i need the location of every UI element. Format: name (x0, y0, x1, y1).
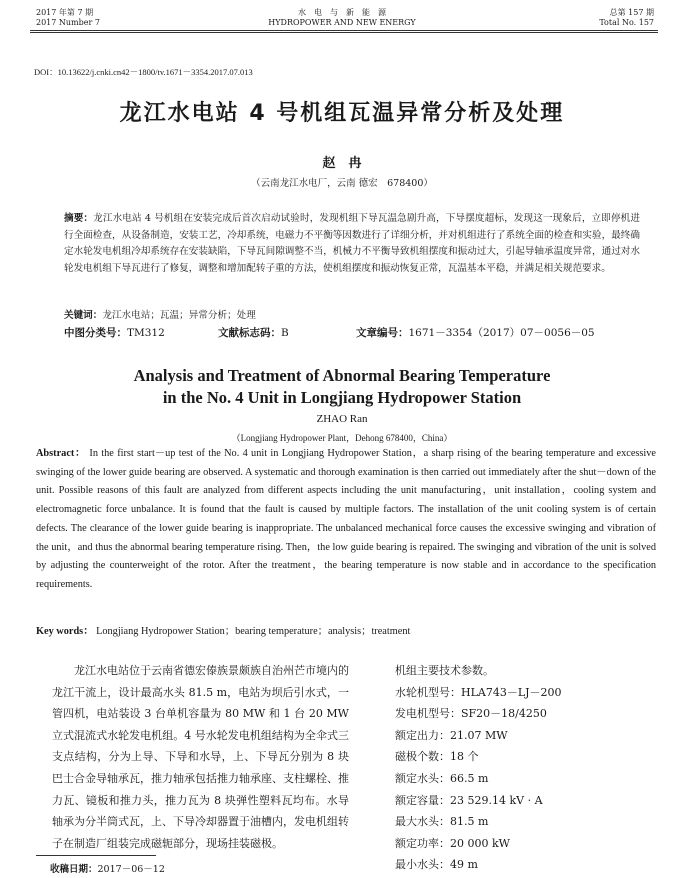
header-rule-top (30, 30, 658, 31)
clc-label: 中图分类号： (64, 327, 127, 339)
abstract-en-label: Abstract： (36, 448, 87, 459)
spec-item: 额定出力：21.07 MW (395, 728, 508, 742)
journal-name-cn: 水 电 与 新 能 源 (298, 8, 386, 17)
doc-code (218, 326, 289, 340)
header-rule-bottom (30, 32, 658, 33)
spec-item: 额定容量：23 529.14 kV · A (395, 793, 543, 807)
keywords-cn-text: 龙江水电站；瓦温；异常分析；处理 (102, 310, 256, 321)
abstract-cn-label: 摘要： (64, 213, 94, 224)
footnote-rule (36, 855, 156, 856)
tech-params-intro: 机组主要技术参数。 (395, 664, 494, 677)
received-date-value: 2017－06－12 (97, 864, 165, 875)
affiliation-cn: （云南龙江水电厂，云南 德宏 678400） (251, 178, 433, 189)
keywords-en (36, 623, 656, 642)
article-value: 1671－3354（2017）07－0056－05 (408, 327, 595, 339)
clc-code (64, 326, 165, 340)
keywords-en-text: Longjiang Hydropower Station；bearing temperature；analysis；treatment (96, 626, 411, 637)
author-en: ZHAO Ran (316, 413, 368, 425)
spec-item: 最大水头：81.5 m (395, 815, 489, 829)
article-number (356, 326, 595, 340)
abstract-en-text: In the first start－up test of the No. 4 unit in Longjiang Hydropower Station，a sharp rising of the bearing temperature and excessive swinging of the lower guide bearing are observed. A systematic and thorough examination is then carried out immediately after the shut－down of the unit. Possible reasons of this fault are analyzed from different aspects including the unit manufacturing，unit installation，cooling system and electromagnetic force unbalance. It is found that the fault is caused by multiple factors. The installation of the unit cooling system is of certain defects. The clearance of the lower guide bearing is inappropriate. The unbalanced mechanical force causes the excessive swinging and vibration of the unit，and thus the abnormal bearing temperature rising. Then，the low guide bearing is repaired. The swinging and vibration of the unit is solved by adjusting the counterweight of the rotor. After the treatment，the bearing temperature is now stable and in accordance to the specification requirements. (36, 448, 656, 590)
doi: DOI：10.13622/j.cnki.cn42－1800/tv.1671－3354.2017.07.013 (34, 67, 253, 77)
keywords-cn (64, 308, 640, 325)
total-issue-cn: 总第 157 期 (609, 8, 654, 17)
spec-item: 最小水头：49 m (395, 858, 478, 872)
spec-item: 额定功率：20 000 kW (395, 836, 510, 850)
article-label: 文章编号： (356, 327, 409, 339)
keywords-cn-label: 关键词： (64, 310, 103, 321)
keywords-en-label: Key words： (36, 626, 94, 637)
tech-params (395, 660, 655, 876)
spec-item: 发电机型号：SF20－18/4250 (395, 707, 547, 721)
abstract-cn-text: 龙江水电站 4 号机组在安装完成后首次启动试验时，发现机组下导瓦温急剧升高，下导摆度超标，发现这一现象后，立即停机进行全面检查，从设备制造，安装工艺，冷却系统，电磁力不平衡等因数进行了详细分析，并对机组进行了系统全面的检查和实验，最终确定水轮发电机组冷却系统存在安装缺陷，下导瓦间隙调整不当，机械力不平衡导致机组摆度和振动过大，引起导轴承温度异常，通过对水轮发电机组下导瓦进行了修复，调整和增加配转子重的方法，使机组摆度和振动恢复正常，瓦温基本平稳，并满足相关规范要求。 (64, 213, 640, 274)
spec-item: 磁极个数：18 个 (395, 750, 479, 764)
header-right (599, 8, 654, 28)
title-en-line1: Analysis and Treatment of Abnormal Bearing Temperature (133, 366, 551, 385)
spec-item: 额定水头：66.5 m (395, 771, 489, 785)
title-cn: 龙江水电站 4 号机组瓦温异常分析及处理 (119, 101, 565, 126)
issue-en: 2017 Number 7 (36, 18, 100, 27)
affiliation-en: （Longjiang Hydropower Plant，Dehong 678400，China） (231, 433, 453, 443)
journal-name-en: HYDROPOWER AND NEW ENERGY (268, 18, 416, 27)
abstract-en (36, 445, 656, 595)
abstract-cn (64, 211, 640, 277)
spec-item: 水轮机型号：HLA743－LJ－200 (395, 685, 562, 699)
received-date-label: 收稿日期： (50, 864, 98, 875)
doc-label: 文献标志码： (218, 327, 281, 339)
total-issue-en: Total No. 157 (599, 18, 654, 27)
body-intro-paragraph: 龙江水电站位于云南省德宏傣族景颇族自治州芒市境内的龙江干流上，设计最高水头 81.5 m，电站为坝后引水式，一管四机，电站装设 3 台单机容量为 80 MW 和 1 台 20 MW 立式混流式水轮发电机组。4 号水轮发电机组结构为全伞式三支点结构，分为上导、下导和水导，上、下导瓦分别为 8 块巴士合金导轴承瓦，推力轴承包括推力轴承座、支柱螺栓、推力瓦、镜板和推力头，推力瓦为 8 块弹性塑料瓦均布。水导轴承为分半筒式瓦，上、下导冷却器置于油槽内，发电机组转子在制造厂组装完成磁轭部分，现场挂装磁极。 (52, 664, 349, 850)
issue-cn: 2017 年第 7 期 (36, 8, 94, 17)
title-en-line2: in the No. 4 Unit in Longjiang Hydropower Station (162, 388, 522, 407)
doc-value: B (281, 327, 289, 339)
clc-value: TM312 (127, 327, 165, 339)
header-center (0, 8, 684, 28)
received-date (50, 861, 165, 875)
author-cn: 赵 冉 (322, 156, 362, 171)
